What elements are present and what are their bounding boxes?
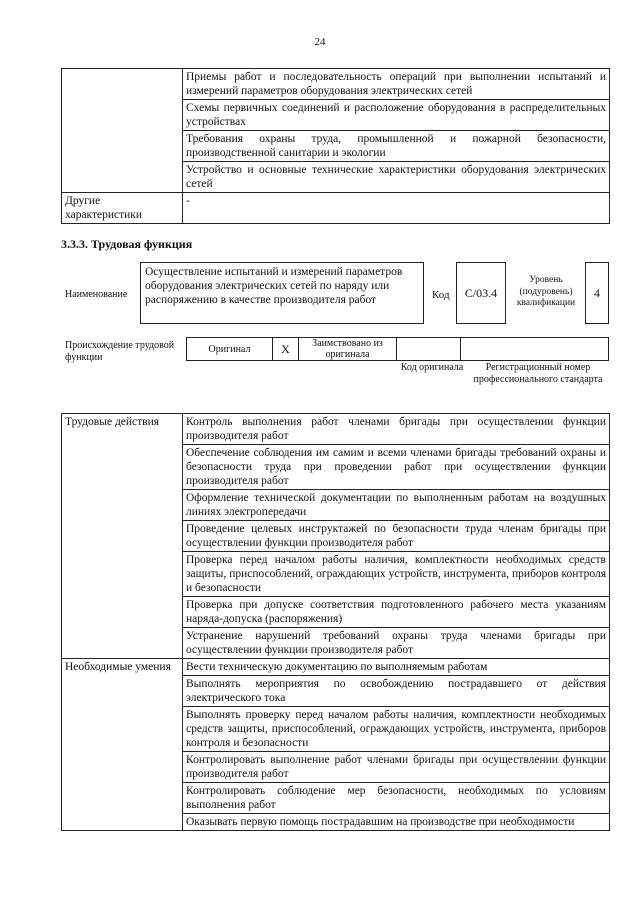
reg-number-cell (461, 338, 609, 361)
required-skill: Вести техническую документацию по выполняемым работам (183, 659, 610, 676)
labor-action: Контроль выполнения работ членами бригады при осуществлении функции производителя работ (183, 414, 610, 445)
required-skill: Выполнять проверку перед началом работы наличия, комплектности необходимых средств защиты, приспособлений, ограждающих устройств, инструмента, приборов контроля и безопасности (183, 707, 610, 752)
knowledge-item: Устройство и основные технические характеристики оборудования электрических сетей (183, 162, 610, 193)
original-cell: Оригинал (187, 338, 273, 361)
other-characteristics-value: - (183, 193, 610, 224)
name-label: Наименование (65, 289, 128, 300)
knowledge-table (61, 68, 610, 224)
level-label: Уровень (подуровень) квалификации (516, 275, 576, 308)
required-skill: Контролировать соблюдение мер безопасности, необходимых по условиям выполнения работ (183, 783, 610, 814)
table-row (62, 69, 610, 100)
required-skill: Выполнять мероприятия по освобождению пострадавшего от действия электрического тока (183, 676, 610, 707)
table-row (62, 193, 610, 224)
labor-action-group-label: Трудовые действия (62, 414, 183, 659)
required-skill: Оказывать первую помощь пострадавшим на производстве при необходимости (183, 814, 610, 831)
origin-table (186, 337, 609, 361)
actions-skills-table (61, 413, 610, 831)
labor-action: Проверка перед началом работы наличия, комплектности необходимых средств защиты, приспособлений, ограждающих устройств, инструмента, приборов контроля и безопасности (183, 552, 610, 597)
required-skill-group-label: Необходимые умения (62, 659, 183, 831)
labor-action: Обеспечение соблюдения им самим и всеми членами бригады требований охраны и безопасности труда при проведении работ при осуществлении функции производителя работ (183, 445, 610, 490)
page-number: 24 (314, 36, 326, 48)
table-row (62, 414, 610, 445)
row-label-empty (62, 69, 183, 193)
knowledge-item: Схемы первичных соединений и расположение оборудования в распределительных устройствах (183, 100, 610, 131)
original-code-cell (397, 338, 461, 361)
labor-action: Оформление технической документации по выполненным работам на воздушных линиях электропередачи (183, 490, 610, 521)
other-characteristics-label: Другие характеристики (62, 193, 183, 224)
table-row (62, 659, 610, 676)
borrowed-cell: Заимствовано из оригинала (299, 338, 397, 361)
code-original-label: Код оригинала (400, 362, 464, 373)
qualification-level: 4 (585, 262, 609, 324)
reg-number-label: Регистрационный номер профессионального стандарта (473, 362, 603, 385)
labor-action: Проверка при допуске соответствия подготовленного рабочего места указаниям наряда-допуска (распоряжения) (183, 597, 610, 628)
section-heading: 3.3.3. Трудовая функция (61, 237, 193, 251)
required-skill: Контролировать выполнение работ членами бригады при осуществлении функции производителя работ (183, 752, 610, 783)
labor-action: Устранение нарушений требований охраны труда членами бригады при осуществлении функции производителя работ (183, 628, 610, 659)
labor-action: Проведение целевых инструктажей по безопасности труда членам бригады при осуществлении функции производителя работ (183, 521, 610, 552)
original-mark: X (273, 338, 299, 361)
origin-label: Происхождение трудовой функции (65, 340, 175, 363)
knowledge-item: Приемы работ и последовательность операций при выполнении испытаний и измерений параметров оборудования электрических сетей (183, 69, 610, 100)
code-label: Код (432, 289, 450, 301)
function-code: C/03.4 (456, 262, 506, 324)
knowledge-item: Требования охраны труда, промышленной и пожарной безопасности, производственной санитарии и экологии (183, 131, 610, 162)
function-name: Осуществление испытаний и измерений параметров оборудования электрических сетей по наряду или распоряжению в качестве производителя работ (140, 262, 424, 324)
